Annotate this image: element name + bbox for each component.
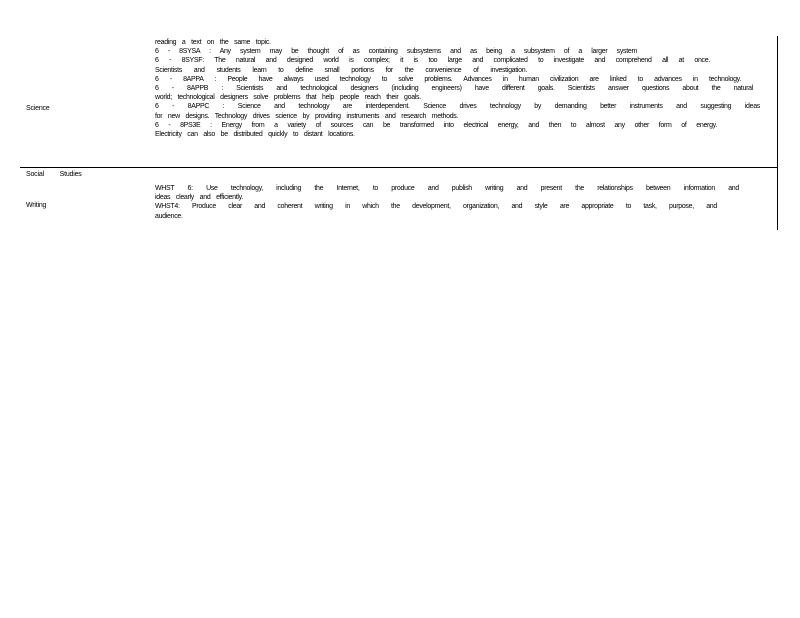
subject-writing-label: Writing xyxy=(26,202,47,209)
science-line: 6 - 8APPC : Science and technology are interdependent. Science drives technology by demanding better instruments and suggesting ideas xyxy=(155,103,760,111)
writing-line: audience. xyxy=(155,212,183,220)
science-line: 6 - 8APPA : People have always used technology to solve problems. Advances in human civilization are linked to advances in technology. xyxy=(155,75,741,83)
science-line: 6 - 8PS3E : Energy from a variety of sources can be transformed into electrical energy, and then to almost any other form of energy. xyxy=(155,121,717,129)
writing-line: WHST4: Produce clear and coherent writing in which the development, organization, and style are appropriate to task, purpose, and xyxy=(155,203,717,211)
writing-line: WHST 6: Use technology, including the Internet, to produce and publish writing and present the relationships between information and xyxy=(155,185,739,192)
row-divider xyxy=(20,167,778,168)
table-right-border xyxy=(777,36,778,230)
science-line: Scientists and students learn to define small portions for the convenience of investigation. xyxy=(155,66,527,74)
subject-science-label: Science xyxy=(26,105,50,112)
science-line: Electricity can also be distributed quickly to distant locations. xyxy=(155,130,355,138)
subject-social-studies-label: Social Studies xyxy=(26,171,82,178)
writing-line: ideas clearly and efficiently. xyxy=(155,194,243,202)
science-line: reading a text on the same topic. xyxy=(155,39,271,46)
science-standards-text xyxy=(155,38,767,139)
science-line: 6 - 8SYSF: The natural and designed world is complex; it is too large and complicated to investigate and comprehend all at once. xyxy=(155,57,710,65)
science-line: 6 - 8APPB : Scientists and technological designers (including engineers) have different goals. Scientists answer questions about the natural xyxy=(155,84,753,92)
science-line: for new designs. Technology drives science by providing instruments and research methods. xyxy=(155,112,459,120)
science-line: 6 - 8SYSA : Any system may be thought of as containing subsystems and as being a subsystem of a larger system xyxy=(155,48,637,56)
science-line: world; technological designers solve problems that help people reach their goals. xyxy=(155,94,421,102)
writing-standards-text xyxy=(155,184,767,221)
